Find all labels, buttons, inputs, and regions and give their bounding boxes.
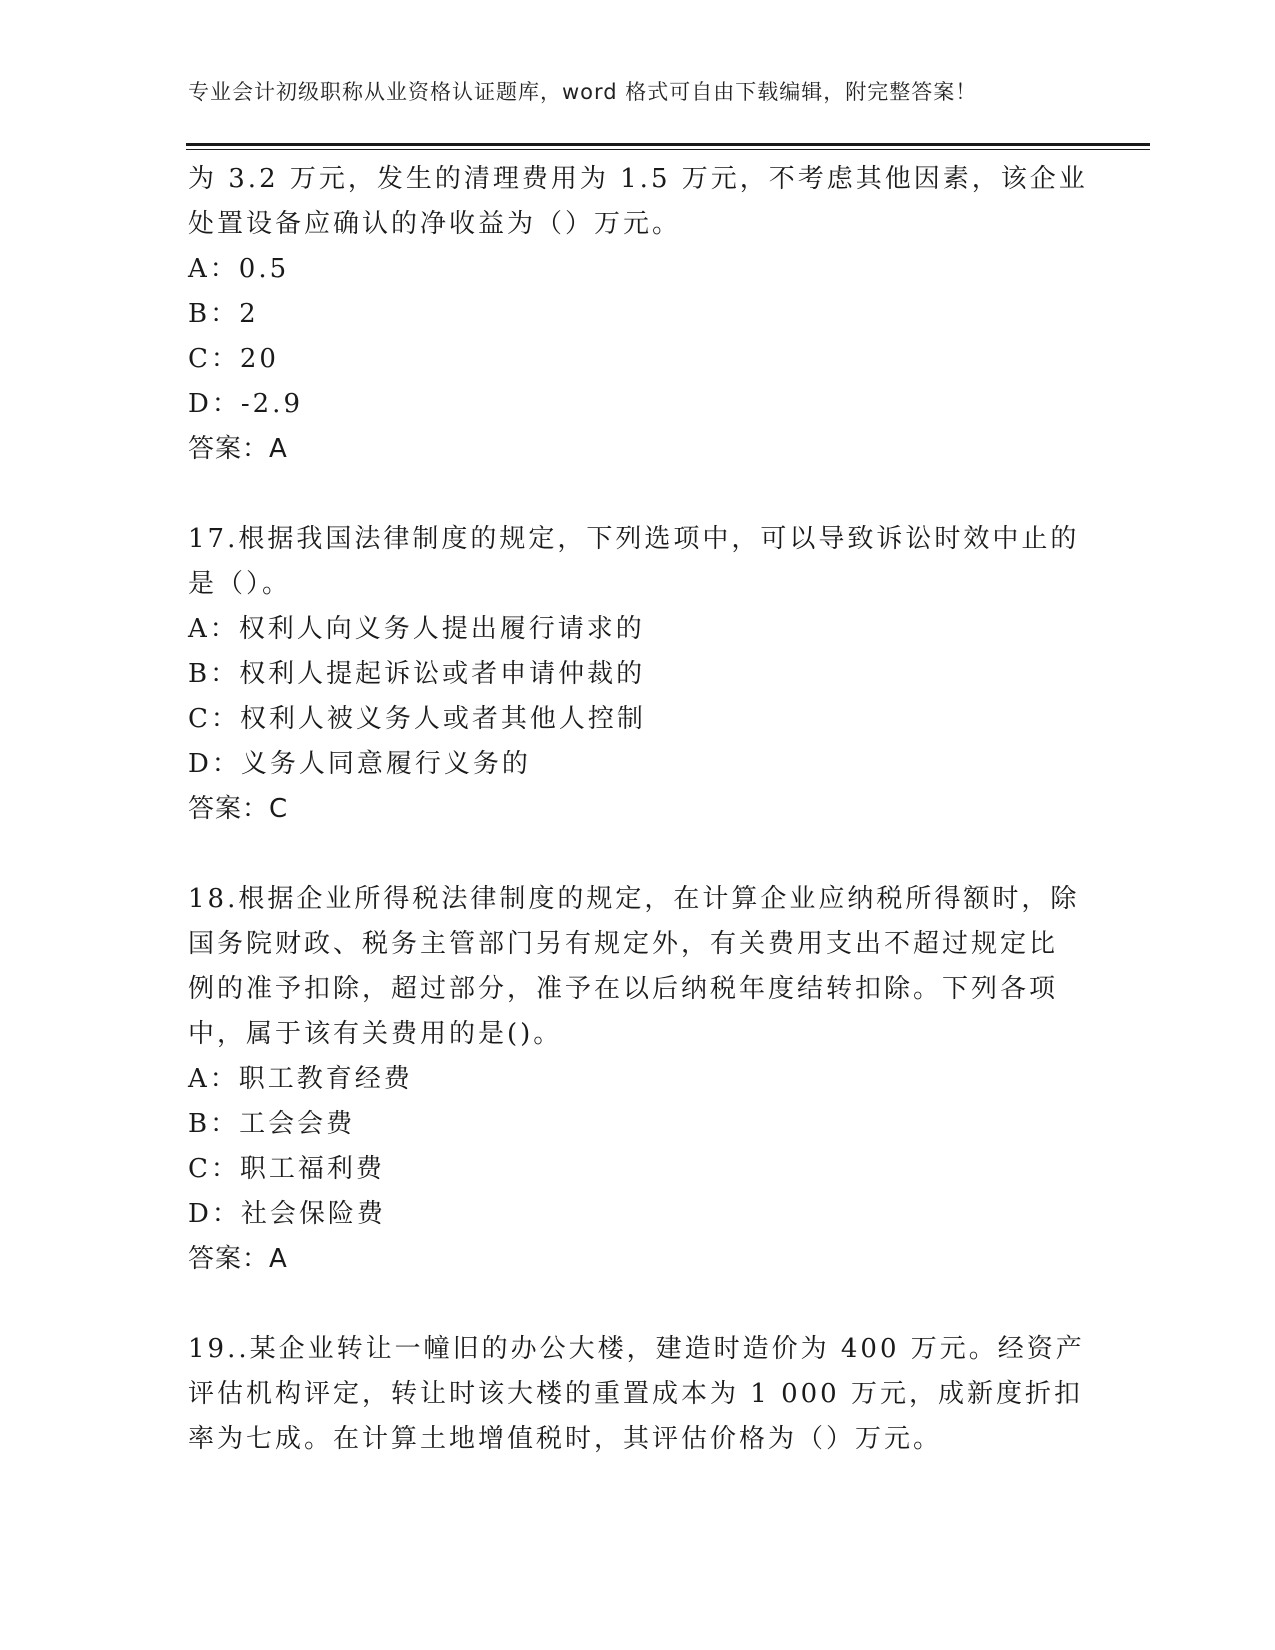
option-c: C：20 (188, 344, 279, 374)
question-stem-line: 是（）。 (188, 569, 292, 599)
header-rule-thin (186, 149, 1150, 150)
question-stem-line: 例的准予扣除，超过部分，准予在以后纳税年度结转扣除。下列各项 (188, 974, 1059, 1004)
question-stem-line: 评估机构评定，转让时该大楼的重置成本为 1 000 万元，成新度折扣 (188, 1379, 1083, 1409)
answer-line: 答案：A (188, 1244, 288, 1274)
answer-line: 答案：A (188, 434, 288, 464)
spacer (188, 472, 1088, 517)
question-content (188, 157, 1088, 1462)
question-stem-line: 国务院财政、税务主管部门另有规定外，有关费用支出不超过规定比 (188, 929, 1059, 959)
option-a: A：职工教育经费 (188, 1064, 413, 1094)
question-stem-line: 17.根据我国法律制度的规定，下列选项中，可以导致诉讼时效中止的 (188, 524, 1080, 554)
question-stem-line: 19..某企业转让一幢旧的办公大楼，建造时造价为 400 万元。经资产 (188, 1334, 1085, 1364)
question-16 (188, 157, 1088, 472)
spacer (188, 832, 1088, 877)
question-stem-line: 率为七成。在计算土地增值税时，其评估价格为（）万元。 (188, 1424, 943, 1454)
question-19 (188, 1327, 1088, 1462)
option-c: C：权利人被义务人或者其他人控制 (188, 704, 646, 734)
option-d: D：义务人同意履行义务的 (188, 749, 531, 779)
option-b: B：权利人提起诉讼或者申请仲裁的 (188, 659, 646, 689)
question-17 (188, 517, 1088, 832)
question-stem-line: 18.根据企业所得税法律制度的规定，在计算企业应纳税所得额时，除 (188, 884, 1080, 914)
question-stem-line: 中，属于该有关费用的是()。 (188, 1019, 563, 1049)
option-d: D：社会保险费 (188, 1199, 386, 1229)
spacer (188, 1282, 1088, 1327)
option-a: A：权利人向义务人提出履行请求的 (188, 614, 645, 644)
question-stem-line: 处置设备应确认的净收益为（）万元。 (188, 209, 682, 239)
answer-line: 答案：C (188, 794, 289, 824)
question-stem-line: 为 3.2 万元，发生的清理费用为 1.5 万元，不考虑其他因素，该企业 (188, 164, 1088, 194)
page-header: 专业会计初级职称从业资格认证题库，word 格式可自由下载编辑，附完整答案！ (188, 80, 978, 104)
option-b: B：2 (188, 299, 259, 329)
option-c: C：职工福利费 (188, 1154, 385, 1184)
question-18 (188, 877, 1088, 1282)
option-b: B：工会会费 (188, 1109, 356, 1139)
option-a: A：0.5 (188, 254, 290, 284)
option-d: D：-2.9 (188, 389, 303, 419)
header-rule-thick (186, 143, 1150, 146)
